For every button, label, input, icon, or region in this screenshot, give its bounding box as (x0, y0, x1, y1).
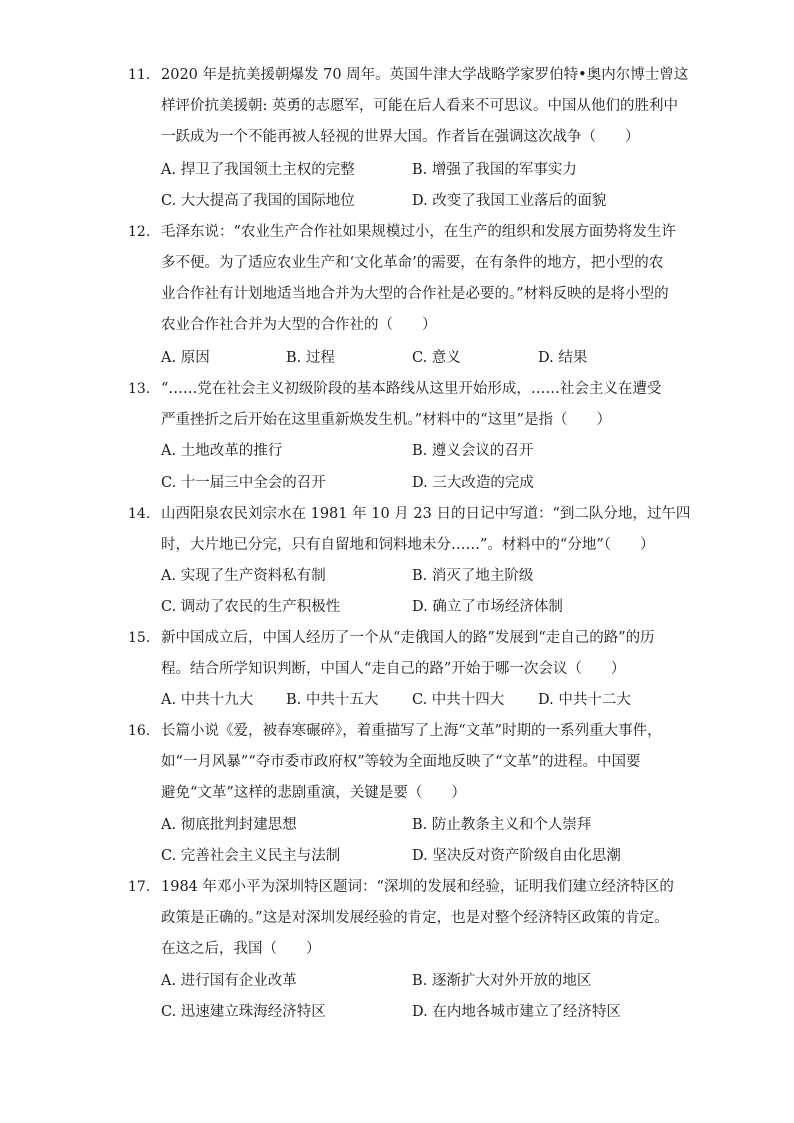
option-a: A. 进行国有企业改革 (161, 973, 297, 989)
question-stem-line: 在这之后，我国（ ） (161, 941, 321, 957)
option-b: B. 消灭了地主阶级 (412, 568, 534, 584)
question-stem-line: 样评价抗美援朝: 英勇的志愿军，可能在后人看来不可思议。中国从他们的胜利中 (161, 98, 678, 114)
option-a: A. 彻底批判封建思想 (161, 817, 297, 833)
option-a: A. 土地改革的推行 (161, 443, 283, 459)
option-b: B. 过程 (286, 350, 335, 366)
option-d: D. 三大改造的完成 (412, 475, 534, 491)
question-stem-line: 2020 年是抗美援朝爆发 70 周年。英国牛津大学战略学家罗伯特•奥内尔博士曾这 (161, 67, 689, 83)
option-b: B. 逐渐扩大对外开放的地区 (412, 973, 592, 989)
option-c: C. 中共十四大 (412, 692, 505, 708)
option-d: D. 改变了我国工业落后的面貌 (412, 193, 607, 209)
question-number: 16. (128, 723, 151, 739)
question-stem-line: 政策是正确的。”这是对深圳发展经验的肯定，也是对整个经济特区政策的肯定。 (161, 910, 669, 926)
question-stem-line: 严重挫折之后开始在这里重新焕发生机。”材料中的“这里”是指（ ） (161, 412, 611, 428)
question-stem-line: 程。结合所学知识判断，中国人“走自己的路”开始于哪一次会议（ ） (161, 661, 626, 677)
option-d: D. 确立了市场经济体制 (412, 599, 563, 615)
option-d: D. 坚决反对资产阶级自由化思潮 (412, 848, 621, 864)
option-d: D. 中共十二大 (538, 692, 631, 708)
option-b: B. 中共十五大 (286, 692, 379, 708)
option-a: A. 实现了生产资料私有制 (161, 568, 326, 584)
question-stem-line: 毛泽东说：“农业生产合作社如果规模过小，在生产的组织和发展方面势将发生许 (161, 224, 676, 240)
question-number: 14. (128, 506, 151, 522)
option-c: C. 大大提高了我国的国际地位 (161, 193, 355, 209)
question-stem-line: 新中国成立后，中国人经历了一个从“走俄国人的路”发展到“走自己的路”的历 (161, 630, 655, 646)
option-a: A. 捍卫了我国领土主权的完整 (161, 162, 355, 178)
question-stem-line: “……党在社会主义初级阶段的基本路线从这里开始形成，……社会主义在遭受 (161, 381, 662, 397)
option-b: B. 防止教条主义和个人崇拜 (412, 817, 592, 833)
question-stem-line: 业合作社有计划地适当地合并为大型的合作社是必要的。”材料反映的是将小型的 (161, 286, 669, 302)
question-stem-line: 时，大片地已分完，只有自留地和饲料地未分……”。材料中的“分地”（ ） (161, 537, 655, 553)
question-stem-line: 多不便。为了适应农业生产和‘文化革命’的需要，在有条件的地方，把小型的农 (161, 255, 664, 271)
question-stem-line: 农业合作社合并为大型的合作社的（ ） (161, 317, 437, 333)
option-b: B. 遵义会议的召开 (412, 443, 534, 459)
question-number: 15. (128, 630, 151, 646)
question-number: 11. (128, 67, 151, 83)
question-stem-line: 长篇小说《爱，被春寒碾碎》，着重描写了上海“文革”时期的一系列重大事件， (161, 723, 662, 739)
question-stem-line: 山西阳泉农民刘宗水在 1981 年 10 月 23 日的日记中写道：“到二队分地，过午四 (161, 506, 691, 522)
option-c: C. 迅速建立珠海经济特区 (161, 1004, 326, 1020)
option-c: C. 完善社会主义民主与法制 (161, 848, 341, 864)
option-c: C. 意义 (412, 350, 461, 366)
option-a: A. 中共十九大 (161, 692, 254, 708)
question-number: 13. (128, 381, 151, 397)
question-number: 17. (128, 879, 151, 895)
option-a: A. 原因 (161, 350, 210, 366)
question-stem-line: 1984 年邓小平为深圳特区题词：“深圳的发展和经验，证明我们建立经济特区的 (161, 879, 674, 895)
question-stem-line: 避免“文革”这样的悲剧重演，关键是要（ ） (161, 785, 466, 801)
option-c: C. 十一届三中全会的召开 (161, 475, 326, 491)
question-stem-line: 如“一月风暴”“夺市委市政府权”等较为全面地反映了“文革”的进程。中国要 (161, 754, 641, 770)
option-c: C. 调动了农民的生产积极性 (161, 599, 341, 615)
question-stem-line: 一跃成为一个不能再被人轻视的世界大国。作者旨在强调这次战争（ ） (161, 129, 640, 145)
question-number: 12. (128, 224, 151, 240)
option-b: B. 增强了我国的军事实力 (412, 162, 577, 178)
option-d: D. 结果 (538, 350, 588, 366)
option-d: D. 在内地各城市建立了经济特区 (412, 1004, 621, 1020)
